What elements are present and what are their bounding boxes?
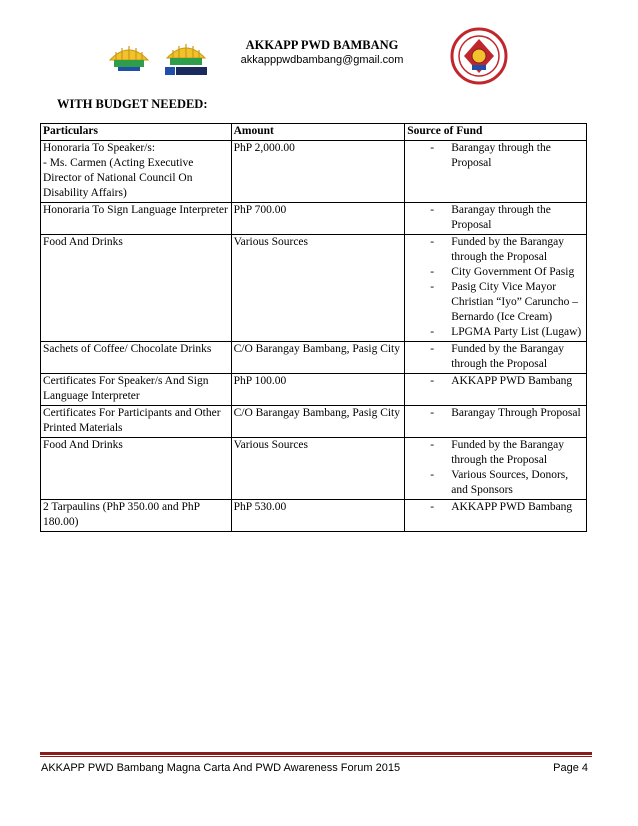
source-text: Funded by the Barangay through the Proposal <box>451 439 564 466</box>
column-header-source: Source of Fund <box>405 124 587 141</box>
table-row <box>41 235 587 342</box>
particulars-line: Certificates For Speaker/s And Sign Language Interpreter <box>43 375 209 402</box>
source-text: LPGMA Party List (Lugaw) <box>451 326 582 338</box>
source-item: - AKKAPP PWD Bambang <box>430 375 573 387</box>
source-item: - Barangay through the Proposal <box>430 142 551 169</box>
amount-cell: PhP 100.00 <box>231 374 405 406</box>
source-text: Funded by the Barangay through the Proposal <box>451 343 564 370</box>
akkapp-logo-alt-icon <box>161 36 211 78</box>
source-item: - Barangay through the Proposal <box>430 204 551 231</box>
table-row <box>41 141 587 203</box>
source-item: - Funded by the Barangay through the Proposal <box>430 236 564 263</box>
source-text: AKKAPP PWD Bambang <box>451 375 573 387</box>
source-item: - Funded by the Barangay through the Proposal <box>430 343 564 370</box>
particulars-line: 2 Tarpaulins (PhP 350.00 and PhP 180.00) <box>43 501 200 528</box>
organization-name: AKKAPP PWD BAMBANG <box>245 38 399 52</box>
footer-rule-thick <box>40 752 592 755</box>
source-cell <box>405 235 587 342</box>
table-row <box>41 374 587 406</box>
section-title: WITH BUDGET NEEDED: <box>57 97 208 111</box>
source-cell <box>405 342 587 374</box>
source-cell <box>405 203 587 235</box>
page-number: Page 4 <box>553 762 588 774</box>
source-cell <box>405 500 587 532</box>
footer-title: AKKAPP PWD Bambang Magna Carta And PWD Awareness Forum 2015 <box>41 762 401 774</box>
particulars-cell <box>41 235 232 342</box>
source-text: Barangay through the Proposal <box>451 204 551 231</box>
organization-email: akkapppwdbambang@gmail.com <box>240 54 404 66</box>
particulars-cell <box>41 374 232 406</box>
particulars-line: Honoraria To Sign Language Interpreter <box>43 204 228 216</box>
source-item: - AKKAPP PWD Bambang <box>430 501 573 513</box>
source-text: Various Sources, Donors, and Sponsors <box>451 469 569 496</box>
particulars-cell <box>41 141 232 203</box>
source-item: - Funded by the Barangay through the Proposal <box>430 439 564 466</box>
source-item: - Various Sources, Donors, and Sponsors <box>430 469 569 496</box>
particulars-line: Sachets of Coffee/ Chocolate Drinks <box>43 343 212 355</box>
source-text: Funded by the Barangay through the Proposal <box>451 236 564 263</box>
particulars-line: Honoraria To Speaker/s: <box>43 142 156 154</box>
source-item: - Barangay Through Proposal <box>430 407 581 419</box>
amount-cell: Various Sources <box>231 438 405 500</box>
particulars-cell <box>41 438 232 500</box>
particulars-cell <box>41 203 232 235</box>
footer-rule-thin <box>40 756 592 757</box>
source-text: City Government Of Pasig <box>451 266 575 278</box>
particulars-cell <box>41 406 232 438</box>
table-row <box>41 342 587 374</box>
source-text: Barangay Through Proposal <box>451 407 581 419</box>
table-row <box>41 203 587 235</box>
table-row <box>41 406 587 438</box>
particulars-line: - Ms. Carmen (Acting Executive Director of National Council On Disability Affairs) <box>43 157 194 199</box>
table-header-row <box>41 124 587 141</box>
table-body <box>41 141 587 532</box>
source-item: - LPGMA Party List (Lugaw) <box>430 326 582 338</box>
particulars-cell <box>41 500 232 532</box>
page-header <box>0 0 638 90</box>
table-row <box>41 438 587 500</box>
particulars-line: Food And Drinks <box>43 236 123 248</box>
source-item: - Pasig City Vice Mayor Christian “Iyo” Caruncho – Bernardo (Ice Cream) <box>430 281 579 323</box>
particulars-line: Food And Drinks <box>43 439 123 451</box>
source-text: AKKAPP PWD Bambang <box>451 501 573 513</box>
table-row <box>41 500 587 532</box>
barangay-seal-icon <box>450 27 508 85</box>
source-cell <box>405 141 587 203</box>
amount-cell: PhP 2,000.00 <box>231 141 405 203</box>
amount-cell: C/O Barangay Bambang, Pasig City <box>231 406 405 438</box>
particulars-cell <box>41 342 232 374</box>
amount-cell: PhP 530.00 <box>231 500 405 532</box>
budget-table <box>40 123 587 532</box>
column-header-particulars: Particulars <box>41 124 232 141</box>
amount-cell: PhP 700.00 <box>231 203 405 235</box>
source-text: Pasig City Vice Mayor Christian “Iyo” Caruncho – Bernardo (Ice Cream) <box>451 281 579 323</box>
particulars-line: Certificates For Participants and Other Printed Materials <box>43 407 221 434</box>
amount-cell: C/O Barangay Bambang, Pasig City <box>231 342 405 374</box>
source-cell <box>405 374 587 406</box>
amount-cell: Various Sources <box>231 235 405 342</box>
source-text: Barangay through the Proposal <box>451 142 551 169</box>
column-header-amount: Amount <box>231 124 405 141</box>
source-item: - City Government Of Pasig <box>430 266 575 278</box>
source-cell <box>405 438 587 500</box>
source-cell <box>405 406 587 438</box>
akkapp-logo-icon <box>106 38 152 76</box>
